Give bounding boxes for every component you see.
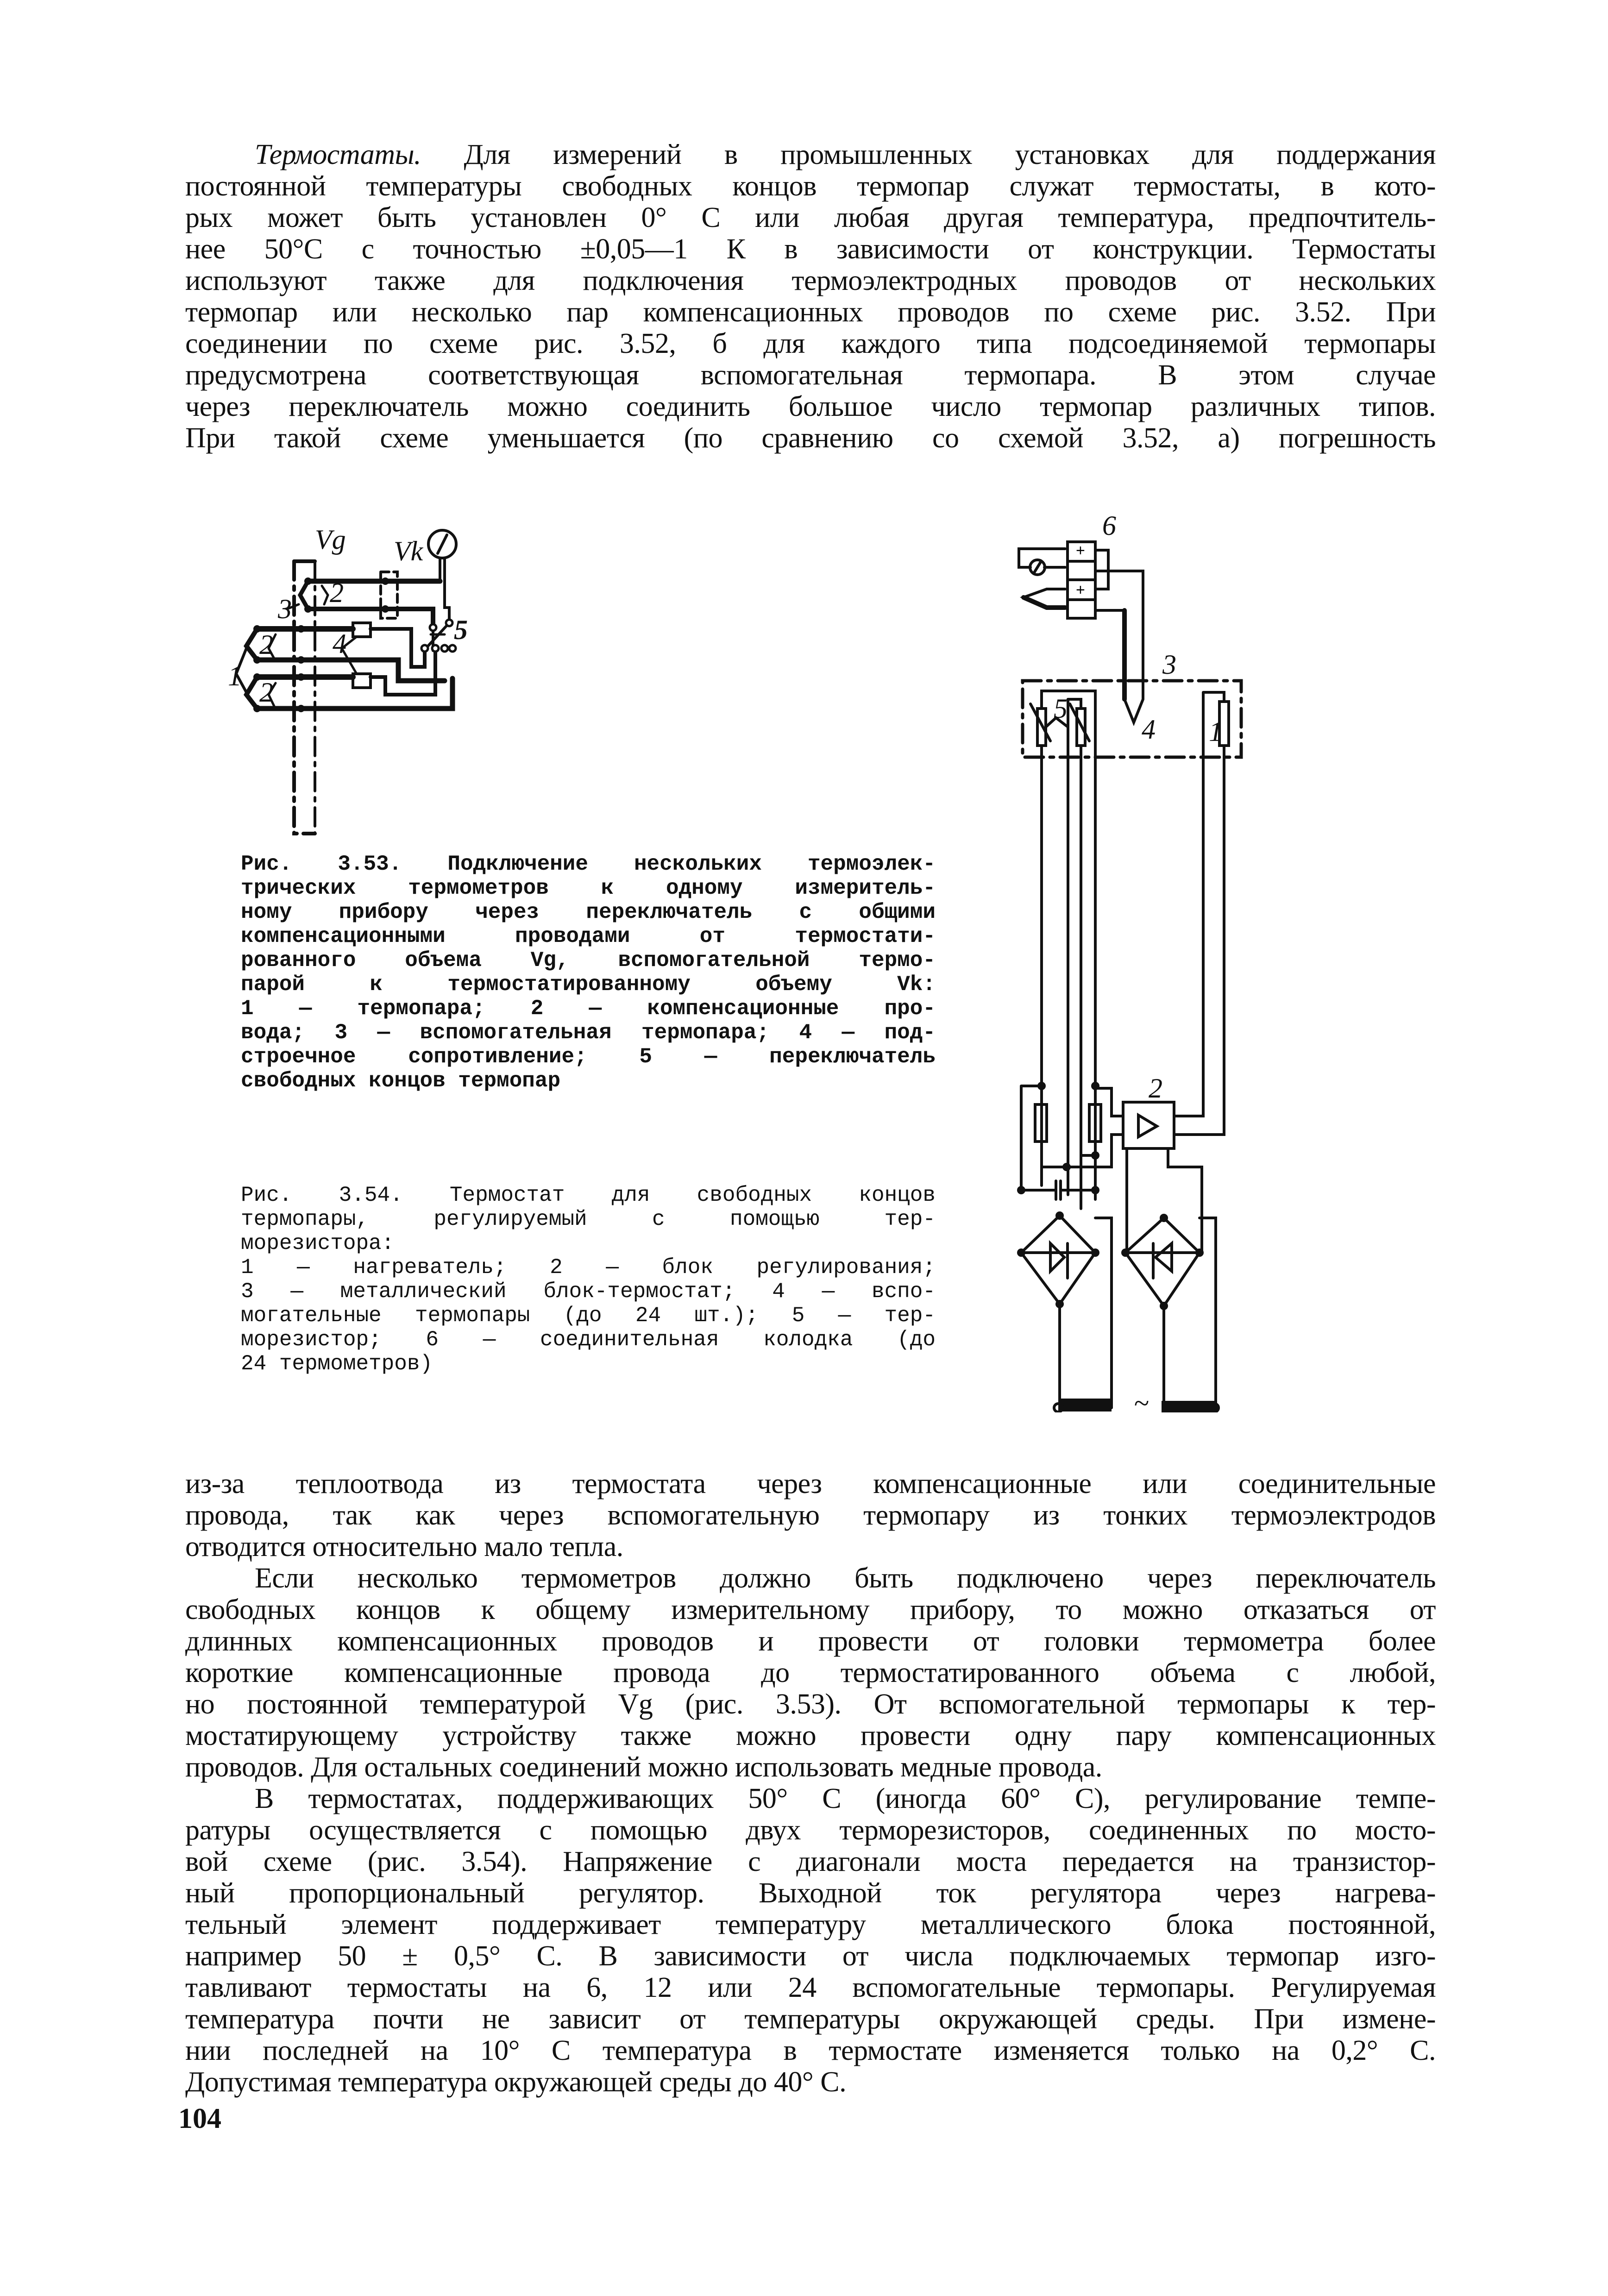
caption-line: 1 — нагреватель; 2 — блок регулирования; <box>241 1255 936 1280</box>
text-line: Термостаты. Для измерений в промышленных установках для поддержания <box>255 139 1436 170</box>
text-line: вой схеме (рис. 3.54). Напряжение с диагонали моста передается на транзистор- <box>185 1846 1436 1877</box>
caption-line: Рис. 3.54. Термостат для свободных концов <box>241 1183 936 1207</box>
caption-line: морезистор; 6 — соединительная колодка (до <box>241 1328 936 1352</box>
label-1: 1 <box>228 661 242 691</box>
intro-paragraph <box>185 139 1436 454</box>
text-line: термопар или несколько пар компенсационных проводов по схеме рис. 3.52. При <box>185 296 1436 328</box>
text-line: нее 50°С с точностью ±0,05—1 К в зависимости от конструкции. Термостаты <box>185 233 1436 265</box>
text-line: длинных компенсационных проводов и провести от головки термометра более <box>185 1625 1436 1657</box>
plus-sign: + <box>1076 542 1085 559</box>
caption-line: 1 — термопара; 2 — компенсационные про- <box>241 997 936 1021</box>
continuation-paragraph <box>185 1468 1436 2098</box>
text-line: Допустимая температура окружающей среды до 40° С. <box>185 2066 847 2098</box>
text-line: рых может быть установлен 0° С или любая другая температура, предпочтитель- <box>185 202 1436 233</box>
label-2: 2 <box>259 629 273 660</box>
caption-line: рованного объема Vg, вспомогательной термо- <box>241 948 936 972</box>
caption-line: 24 термометров) <box>241 1352 433 1376</box>
text-line: например 50 ± 0,5° С. В зависимости от числа подключаемых термопар изго- <box>185 1940 1436 1972</box>
caption-line: термопары, регулируемый с помощью тер- <box>241 1207 936 1231</box>
label-2: 2 <box>1149 1073 1162 1104</box>
caption-line: свободных концов термопар <box>241 1069 561 1093</box>
text-line: ратуры осуществляется с помощью двух терморезисторов, соединенных по мосто- <box>185 1814 1436 1846</box>
text-line: из-за теплоотвода из термостата через компенсационные или соединительные <box>185 1468 1436 1499</box>
text-line: ный пропорциональный регулятор. Выходной ток регулятора через нагрева- <box>185 1877 1436 1909</box>
label-1: 1 <box>1209 716 1223 747</box>
text-line: температура почти не зависит от температуры окружающей среды. При измене- <box>185 2003 1436 2035</box>
ac-symbol: ~ <box>1134 1388 1149 1418</box>
caption-line: компенсационными проводами от термостати- <box>241 924 936 948</box>
label-vg: Vg <box>315 524 346 555</box>
label-3: 3 <box>1162 649 1176 680</box>
text-line: но постоянной температурой Vg (рис. 3.53). От вспомогательной термопары к тер- <box>185 1688 1436 1720</box>
label-6: 6 <box>1102 510 1116 541</box>
text-line: мостатирующему устройству также можно провести одну пару компенсационных <box>185 1720 1436 1751</box>
caption-line: строечное сопротивление; 5 — переключатель <box>241 1045 936 1069</box>
figure-3-54-labels <box>1010 509 1380 1436</box>
section-run-in-heading: Термостаты. <box>255 139 421 170</box>
caption-line: вода; 3 — вспомогательная термопара; 4 — под- <box>241 1021 936 1045</box>
label-vk: Vk <box>394 536 423 566</box>
text-line: провода, так как через вспомогательную термопару из тонких термоэлектродов <box>185 1499 1436 1531</box>
figure-3-54-caption <box>241 1183 936 1376</box>
text-line: постоянной температуры свободных концов термопар служат термостаты, в кото- <box>185 170 1436 202</box>
text-line: В термостатах, поддерживающих 50° С (иногда 60° С), регулирование темпе- <box>255 1783 1436 1814</box>
text-line: проводов. Для остальных соединений можно использовать медные провода. <box>185 1751 1102 1783</box>
text-line: предусмотрена соответствующая вспомогательная термопара. В этом случае <box>185 359 1436 391</box>
text-line: свободных концов к общему измерительному прибору, то можно отказаться от <box>185 1594 1436 1625</box>
text-line: через переключатель можно соединить большое число термопар различных типов. <box>185 391 1436 422</box>
text-line: При такой схеме уменьшается (по сравнению со схемой 3.52, а) погрешность <box>185 422 1436 454</box>
text-line: Если несколько термометров должно быть подключено через переключатель <box>255 1562 1436 1594</box>
label-2: 2 <box>330 577 344 608</box>
label-5: 5 <box>1054 693 1068 724</box>
text-line: соединении по схеме рис. 3.52, б для каждого типа подсоединяемой термопары <box>185 328 1436 359</box>
text-line: тельный элемент поддерживает температуру металлического блока постоянной, <box>185 1909 1436 1940</box>
caption-line: 3 — металлический блок-термостат; 4 — вспо- <box>241 1280 936 1304</box>
label-4: 4 <box>1142 714 1156 745</box>
text-line: отводится относительно мало тепла. <box>185 1531 623 1562</box>
label-3: 3 <box>278 594 292 624</box>
figure-3-53-circuit-diagram <box>222 509 963 843</box>
label-4: 4 <box>333 628 346 659</box>
caption-line: Рис. 3.53. Подключение нескольких термоэлек- <box>241 852 936 876</box>
page-number: 104 <box>178 2103 221 2134</box>
plus-sign: + <box>1076 581 1085 599</box>
caption-line: парой к термостатированному объему Vk: <box>241 972 936 997</box>
text-line: используют также для подключения термоэлектродных проводов от нескольких <box>185 265 1436 296</box>
caption-line: трических термометров к одному измеритель- <box>241 876 936 900</box>
label-5: 5 <box>454 615 468 645</box>
label-2: 2 <box>259 677 273 708</box>
caption-line: ному прибору через переключатель с общими <box>241 900 936 924</box>
text-line: тавливают термостаты на 6, 12 или 24 вспомогательные термопары. Регулируемая <box>185 1972 1436 2003</box>
text-line: короткие компенсационные провода до термостатированного объема с любой, <box>185 1657 1436 1688</box>
figure-3-53-caption <box>241 852 936 1093</box>
text-line: нии последней на 10° С температура в термостате изменяется только на 0,2° С. <box>185 2035 1436 2066</box>
caption-line: морезистора: <box>241 1231 395 1255</box>
caption-line: могательные термопары (до 24 шт.); 5 — тер- <box>241 1304 936 1328</box>
